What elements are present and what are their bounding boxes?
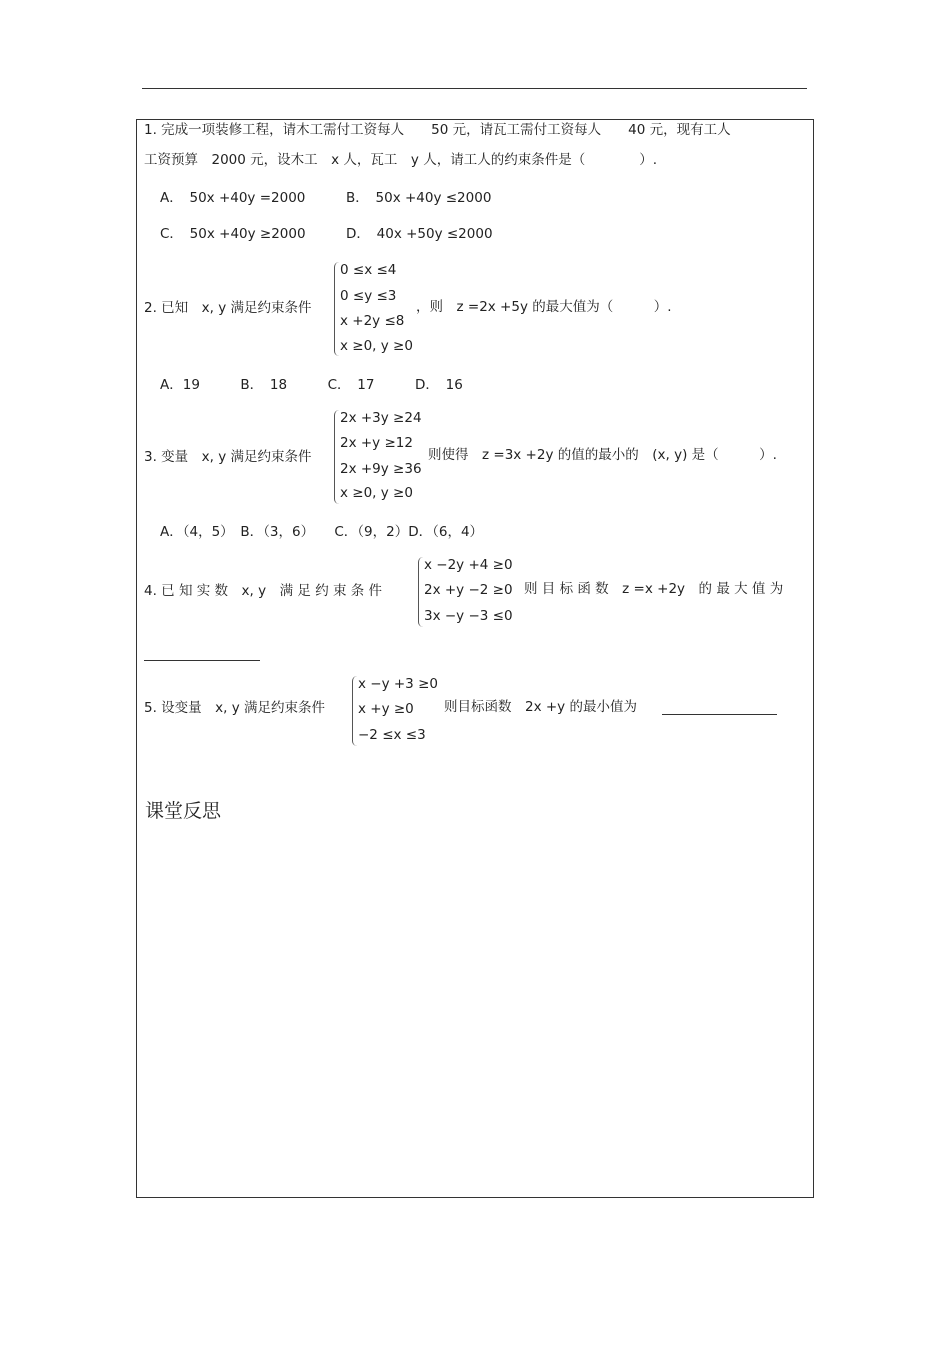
q2-constraint-4: x ≥0, y ≥0: [340, 338, 413, 354]
q1-option-d: D． 40x +50y ≤2000: [346, 226, 493, 242]
q5-prefix: 5. 设变量 x, y 满足约束条件: [144, 700, 326, 716]
q4-prefix: 4. 已 知 实 数 x, y 满 足 约 束 条 件: [144, 583, 383, 599]
q1-option-c: C． 50x +40y ≥2000: [160, 226, 306, 242]
q3-constraint-3: 2x +9y ≥36: [340, 461, 422, 477]
q4-constraint-1: x −2y +4 ≥0: [424, 557, 513, 573]
q5-brace: [352, 676, 357, 746]
q2-constraint-1: 0 ≤x ≤4: [340, 262, 397, 278]
q3-constraint-2: 2x +y ≥12: [340, 435, 413, 451]
q1-line2: 工资预算 2000 元，设木工 x 人，瓦工 y 人，请工人的约束条件是（ ）.: [144, 152, 657, 168]
q1-option-b: B． 50x +40y ≤2000: [346, 190, 492, 206]
q1-line1: 1. 完成一项装修工程，请木工需付工资每人 50 元，请瓦工需付工资每人 40 元，现有工人: [144, 122, 731, 138]
q3-prefix: 3. 变量 x, y 满足约束条件: [144, 449, 312, 465]
q3-suffix: 则使得 z =3x +2y 的值的最小的 (x, y) 是（ ）.: [428, 447, 777, 463]
q1-option-a: A． 50x +40y =2000: [160, 190, 306, 206]
q5-answer-blank[interactable]: [662, 714, 777, 715]
q4-brace: [418, 557, 423, 627]
q2-suffix: ，则 z =2x +5y 的最大值为（ ）.: [416, 299, 672, 315]
content-box: [136, 119, 814, 1198]
q2-brace: [334, 262, 339, 356]
q4-constraint-2: 2x +y −2 ≥0: [424, 582, 513, 598]
q5-constraint-2: x +y ≥0: [358, 701, 414, 717]
q2-constraint-3: x +2y ≤8: [340, 313, 405, 329]
q3-brace: [334, 410, 339, 504]
q5-constraint-3: −2 ≤x ≤3: [358, 727, 426, 743]
q5-suffix: 则目标函数 2x +y 的最小值为: [444, 699, 637, 715]
q2-prefix: 2. 已知 x, y 满足约束条件: [144, 300, 312, 316]
q2-options: A．19 B． 18 C． 17 D． 16: [160, 377, 463, 393]
top-rule: [142, 88, 807, 89]
q4-answer-blank[interactable]: [144, 660, 260, 661]
q5-constraint-1: x −y +3 ≥0: [358, 676, 438, 692]
q4-constraint-3: 3x −y −3 ≤0: [424, 608, 513, 624]
q3-constraint-1: 2x +3y ≥24: [340, 410, 422, 426]
reflection-title: 课堂反思: [145, 800, 222, 822]
q3-options: A．（4，5） B．（3，6） C．（9，2）D．（6，4）: [160, 524, 484, 540]
q3-constraint-4: x ≥0, y ≥0: [340, 485, 413, 501]
q2-constraint-2: 0 ≤y ≤3: [340, 288, 397, 304]
q4-suffix: 则 目 标 函 数 z =x +2y 的 最 大 值 为: [524, 581, 784, 597]
